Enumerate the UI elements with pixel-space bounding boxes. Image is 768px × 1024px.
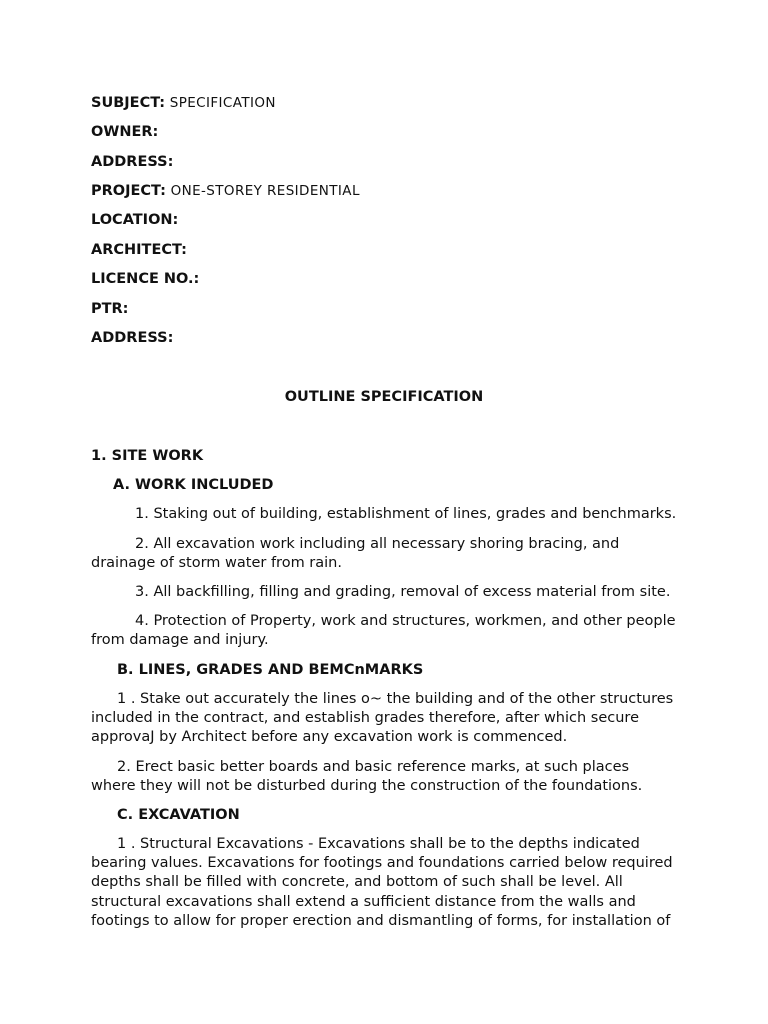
work-included-item-1: 1. Staking out of building, establishment of lines, grades and benchmarks. [135,506,677,522]
architect-address-field [91,329,173,348]
subject-field [91,94,276,113]
project-field [91,182,360,201]
lines-grades-item-2: 2. Erect basic better boards and basic reference marks, at such places where they will not be disturbed during the construction of the foundations. [91,759,643,795]
architect-field [91,241,187,260]
subject-value: SPECIFICATION [169,95,276,111]
address-field [91,153,173,172]
section-heading-site-work: 1. SITE WORK [91,448,204,464]
location-field [91,211,178,230]
project-label: PROJECT: [91,183,166,199]
owner-field [91,123,158,142]
architect-address-label: ADDRESS: [91,330,174,346]
owner-label: OWNER: [91,124,159,140]
subsection-heading-excavation: C. EXCAVATION [117,807,240,823]
document-title: OUTLINE SPECIFICATION [284,389,484,405]
ptr-label: PTR: [91,301,129,317]
location-label: LOCATION: [91,212,179,228]
subject-label: SUBJECT: [91,95,166,111]
work-included-item-4: 4. Protection of Property, work and structures, workmen, and other people from damage and injury. [91,613,676,649]
subsection-heading-work-included: A. WORK INCLUDED [113,477,274,493]
work-included-item-3: 3. All backfilling, filling and grading, removal of excess material from site. [135,584,671,600]
licence-label: LICENCE NO.: [91,271,200,287]
subsection-heading-lines-grades: B. LINES, GRADES AND BEMCnMARKS [117,662,424,678]
work-included-item-2: 2. All excavation work including all necessary shoring bracing, and drainage of storm water from rain. [91,536,620,572]
project-value: ONE-STOREY RESIDENTIAL [170,183,360,199]
address-label: ADDRESS: [91,154,174,170]
ptr-field [91,300,128,319]
licence-field [91,270,199,289]
excavation-item-1: 1 . Structural Excavations - Excavations shall be to the depths indicated bearing values. Excavations for footings and foundations carried below required depths shall be filled with concrete, and bottom of such shall be level. All structural excavations shall extend a sufficient distance from the walls and footings to allow for proper erection and dismantling of forms, for installation of [91,836,673,929]
lines-grades-item-1: 1 . Stake out accurately the lines o~ the building and of the other structures included in the contract, and establish grades therefore, after which secure approvaJ by Architect before any excavation work is commenced. [91,691,674,746]
architect-label: ARCHITECT: [91,242,187,258]
